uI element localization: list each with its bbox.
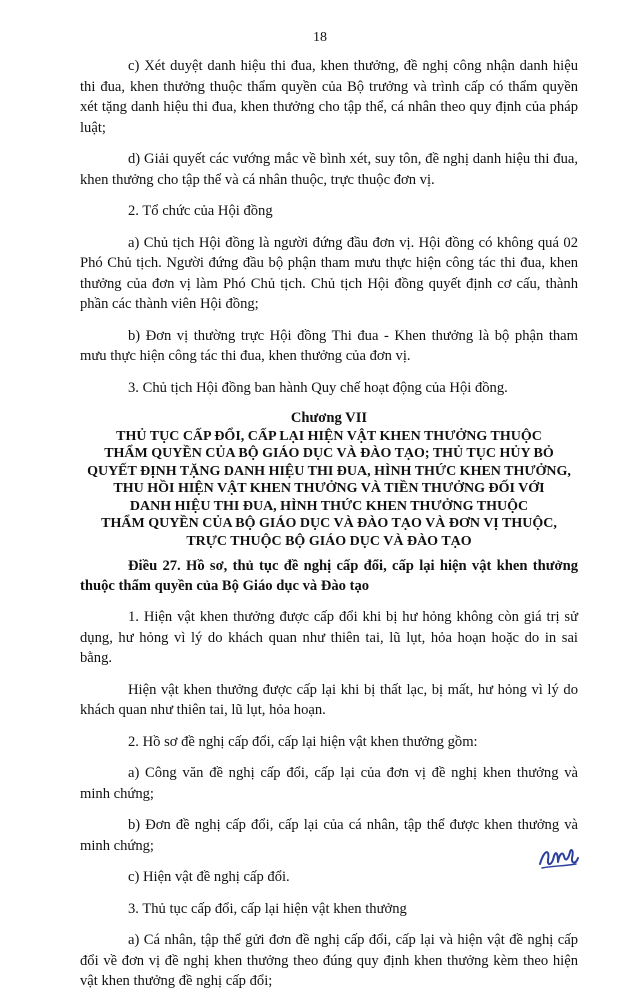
article-27-paragraph-procedure: 3. Thủ tục cấp đổi, cấp lại hiện vật khen thưởng	[128, 900, 407, 917]
article-27-paragraph-a-dispatch: a) Công văn đề nghị cấp đổi, cấp lại của đơn vị đề nghị khen thưởng và minh chứng;	[80, 765, 578, 802]
article-27-paragraph-b-application: b) Đơn đề nghị cấp đổi, cấp lại của cá nhân, tập thể được khen thưởng và minh chứng;	[80, 817, 578, 854]
chapter-title-line: THU HỒI HIỆN VẬT KHEN THƯỞNG VÀ TIỀN THƯỞNG ĐỐI VỚI	[113, 481, 545, 496]
page-number: 18	[313, 30, 327, 45]
chapter-title-line: THỦ TỤC CẤP ĐỔI, CẤP LẠI HIỆN VẬT KHEN THƯỞNG THUỘC	[116, 428, 542, 444]
initials-signature	[534, 842, 582, 874]
article-27-paragraph-reissue: Hiện vật khen thưởng được cấp lại khi bị thất lạc, bị mất, hư hỏng vì lý do khách quan như thiên tai, lũ lụt, hỏa hoạn.	[80, 681, 578, 718]
chapter-title-line: THẨM QUYỀN CỦA BỘ GIÁO DỤC VÀ ĐÀO TẠO VÀ ĐƠN VỊ THUỘC,	[101, 516, 557, 531]
article-27-paragraph-a-submit: a) Cá nhân, tập thể gửi đơn đề nghị cấp đổi, cấp lại và hiện vật đề nghị cấp đổi về đơn vị đề nghị khen thưởng theo đúng quy định khen thưởng kèm theo hiện vật khen thưởng đề nghị cấp đổi;	[80, 932, 578, 989]
chapter-title-line: THẨM QUYỀN CỦA BỘ GIÁO DỤC VÀ ĐÀO TẠO; THỦ TỤC HỦY BỎ	[104, 446, 554, 461]
article-27-title: Điều 27. Hồ sơ, thủ tục đề nghị cấp đổi, cấp lại hiện vật khen thưởng thuộc thẩm quyền của Bộ Giáo dục và Đào tạo	[80, 558, 578, 594]
paragraph-d-resolve: d) Giải quyết các vướng mắc về bình xét, suy tôn, đề nghị danh hiệu thi đua, khen thưởng cho tập thể và cá nhân thuộc, trực thuộc đơn vị.	[80, 151, 578, 188]
paragraph-council-regulation: 3. Chủ tịch Hội đồng ban hành Quy chế hoạt động của Hội đồng.	[128, 379, 508, 396]
chapter-heading: Chương VII	[290, 410, 368, 426]
paragraph-c-review: c) Xét duyệt danh hiệu thi đua, khen thưởng, đề nghị công nhận danh hiệu thi đua, khen thưởng thuộc thẩm quyền của Bộ trưởng và trình cấp có thẩm quyền xét tặng danh hiệu thi đua, khen thưởng cho tập thể, cá nhân theo quy định của pháp luật;	[80, 58, 578, 136]
chapter-title-line: TRỰC THUỘC BỘ GIÁO DỤC VÀ ĐÀO TẠO	[186, 533, 472, 549]
chapter-title-line: DANH HIỆU THI ĐUA, HÌNH THỨC KHEN THƯỞNG THUỘC	[129, 498, 529, 514]
article-27-paragraph-exchange: 1. Hiện vật khen thưởng được cấp đổi khi bị hư hỏng không còn giá trị sử dụng, hư hỏng vì lý do khách quan như thiên tai, lũ lụt, hỏa hoạn hoặc do in sai bằng.	[80, 609, 578, 666]
chapter-title-line: QUYẾT ĐỊNH TẶNG DANH HIỆU THI ĐUA, HÌNH THỨC KHEN THƯỞNG,	[87, 463, 571, 479]
article-27-paragraph-c-object: c) Hiện vật đề nghị cấp đổi.	[128, 869, 290, 885]
article-27-paragraph-dossier: 2. Hồ sơ đề nghị cấp đổi, cấp lại hiện vật khen thưởng gồm:	[128, 733, 478, 750]
paragraph-council-organization: 2. Tổ chức của Hội đồng	[128, 203, 273, 219]
chapter-title	[80, 428, 578, 551]
paragraph-a-chairman: a) Chủ tịch Hội đồng là người đứng đầu đơn vị. Hội đồng có không quá 02 Phó Chủ tịch. Người đứng đầu bộ phận tham mưu thực hiện công tác thi đua, khen thưởng của đơn vị làm Phó Chủ tịch. Chủ tịch Hội đồng quyết định cơ cấu, thành phần các thành viên Hội đồng;	[80, 234, 578, 312]
document-body	[80, 56, 578, 992]
paragraph-b-standing-unit: b) Đơn vị thường trực Hội đồng Thi đua - Khen thưởng là bộ phận tham mưu thực hiện công tác thi đua, khen thưởng của đơn vị.	[80, 327, 578, 364]
